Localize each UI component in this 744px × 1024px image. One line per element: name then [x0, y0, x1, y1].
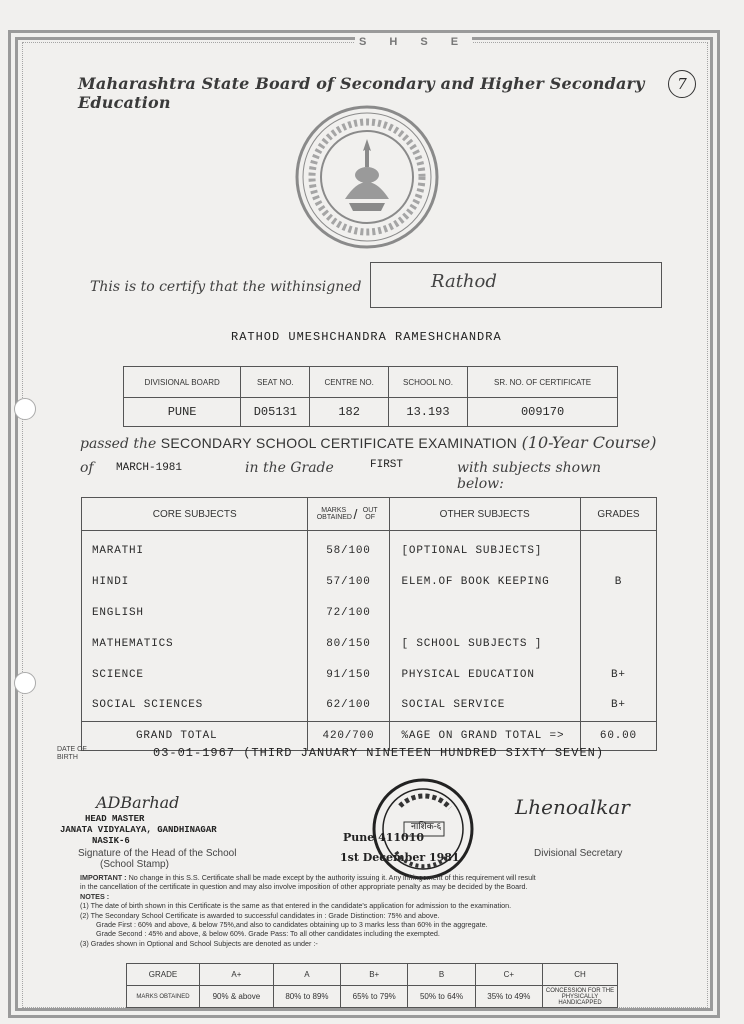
candidate-info-table [123, 366, 618, 427]
centre-no-value: 182 [310, 398, 388, 427]
info-header: CENTRE NO. [310, 367, 388, 398]
school-name: JANATA VIDYALAYA, GANDHINAGAR [60, 825, 217, 835]
table-row [82, 567, 657, 598]
headmaster-title: HEAD MASTER [85, 814, 145, 824]
note-3: (3) Grades shown in Optional and School Subjects are denoted as under :- [80, 938, 318, 948]
other-subject: ELEM.OF BOOK KEEPING [389, 567, 580, 598]
note-2-line-3: Grade Second : 45% and above, & below 60%. Grade Pass: To all other candidates including the exempted. [96, 929, 440, 939]
grades-header: GRADES [580, 498, 656, 531]
grand-total-marks: 420/700 [308, 721, 389, 750]
school-no-value: 13.193 [388, 398, 467, 427]
subject-grade [580, 598, 656, 629]
passed-line [80, 433, 657, 452]
important-text-2: in the cancellation of the certificate in question and may also involve imposition of other appropriate penalty as may be decided by the Board. [80, 882, 528, 892]
grade-range: 90% & above [200, 986, 274, 1008]
issue-date: 1st December 1981 [340, 851, 460, 864]
core-subject: SCIENCE [82, 659, 308, 690]
punch-hole-top [14, 398, 36, 420]
date-of-birth: 03-01-1967 (THIRD JANUARY NINETEEN HUNDRED SIXTY SEVEN) [153, 746, 605, 760]
headmaster-signature: ADBarhad [96, 793, 180, 812]
grade-range: 50% to 64% [408, 986, 475, 1008]
grade-range: 35% to 49% [475, 986, 542, 1008]
divisional-secretary-signature: Lhenoalkar [515, 795, 630, 819]
slash-divider: / [353, 506, 358, 522]
divisional-board-value: PUNE [124, 398, 241, 427]
school-stamp-caption: (School Stamp) [100, 859, 169, 870]
marks-header [308, 498, 389, 531]
exam-name: SECONDARY SCHOOL CERTIFICATE EXAMINATION [160, 435, 518, 451]
grade-cell: A+ [200, 964, 274, 986]
seat-no-value: D05131 [241, 398, 310, 427]
grade-cell: B [408, 964, 475, 986]
subject-marks: 72/100 [308, 598, 389, 629]
grade-cell: B+ [341, 964, 408, 986]
serial-no-value: 009170 [468, 398, 618, 427]
info-header: DIVISIONAL BOARD [124, 367, 241, 398]
exam-session: MARCH-1981 [116, 462, 183, 474]
candidate-name: RATHOD UMESHCHANDRA RAMESHCHANDRA [231, 330, 502, 344]
grade-range: 65% to 79% [341, 986, 408, 1008]
table-row [82, 690, 657, 721]
marks-table [81, 497, 657, 751]
grade-value: FIRST [370, 459, 404, 471]
course-duration: (10-Year Course) [521, 433, 657, 452]
percentage-label: %AGE ON GRAND TOTAL => [389, 721, 580, 750]
core-subject: HINDI [82, 567, 308, 598]
grade-cell: A [273, 964, 340, 986]
grade-range: CONCESSION FOR THE PHYSICALLY HANDICAPPED [543, 986, 618, 1008]
candidate-signature: Rathod [431, 271, 497, 292]
school-town: NASIK-6 [92, 836, 130, 846]
other-subject: [ SCHOOL SUBJECTS ] [389, 628, 580, 659]
board-abbrev: S H S E [355, 36, 472, 48]
table-row [82, 659, 657, 690]
important-label: IMPORTANT : [80, 873, 127, 882]
notes-section [80, 873, 680, 948]
marks-obtained-header: MARKS OBTAINED [316, 507, 352, 521]
subject-marks: 80/150 [308, 628, 389, 659]
certify-text: This is to certify that the withinsigned [90, 279, 362, 295]
grade-label: GRADE [127, 964, 200, 986]
important-text-1: No change in this S.S. Certificate shall be made except by the authority issuing it. Any infringement of this requirement will result [128, 873, 536, 882]
school-signature-label [78, 848, 236, 870]
subject-grade [580, 531, 656, 567]
core-subject: MATHEMATICS [82, 628, 308, 659]
school-stamp-text [60, 814, 217, 847]
note-1: (1) The date of birth shown in this Certificate is the same as that entered in the candidate's application for admission to the examination. [80, 901, 512, 911]
note-2-line-2: Grade First : 60% and above, & below 75%,and also to candidates obtaining up to 3 marks less than 60% in the aggregate. [96, 920, 488, 930]
grade-cell: C+ [475, 964, 542, 986]
dob-label-line1: DATE OF [57, 746, 87, 753]
info-header: SR. NO. OF CERTIFICATE [468, 367, 618, 398]
round-seal-text: नाशिक-६ [411, 821, 442, 831]
of-label: of [80, 460, 94, 476]
core-subject: ENGLISH [82, 598, 308, 629]
school-signature-caption: Signature of the Head of the School [78, 848, 237, 859]
candidate-signature-box [370, 262, 662, 308]
out-of-header: OUT OF [362, 507, 378, 521]
page-number-mark: 7 [668, 70, 696, 98]
board-title: Maharashtra State Board of Secondary and Higher Secondary Education [78, 74, 645, 112]
exam-session-line [80, 459, 640, 492]
passed-prefix: passed the [80, 436, 157, 452]
punch-hole-bottom [14, 672, 36, 694]
core-subject: MARATHI [82, 531, 308, 567]
other-subject: SOCIAL SERVICE [389, 690, 580, 721]
other-subject: PHYSICAL EDUCATION [389, 659, 580, 690]
other-subject: [OPTIONAL SUBJECTS] [389, 531, 580, 567]
table-row [82, 531, 657, 567]
core-subject: SOCIAL SCIENCES [82, 690, 308, 721]
grade-legend-table [126, 963, 618, 1008]
subject-marks: 57/100 [308, 567, 389, 598]
subject-grade [580, 628, 656, 659]
other-subject [389, 598, 580, 629]
board-seal-emblem [293, 103, 441, 251]
marks-obtained-label: MARKS OBTAINED [127, 986, 200, 1008]
subject-grade: B [580, 567, 656, 598]
table-row [82, 598, 657, 629]
grade-range: 80% to 89% [273, 986, 340, 1008]
note-2-line-1: (2) The Secondary School Certificate is awarded to successful candidates in : Grade Distinction: 75% and above. [80, 910, 440, 920]
subject-marks: 62/100 [308, 690, 389, 721]
core-subjects-header: CORE SUBJECTS [82, 498, 308, 531]
dob-label-line2: BIRTH [57, 754, 78, 761]
table-row [82, 628, 657, 659]
subject-marks: 91/150 [308, 659, 389, 690]
other-subjects-header: OTHER SUBJECTS [389, 498, 580, 531]
grade-cell: CH [543, 964, 618, 986]
issue-place: Pune 411010 [343, 831, 425, 844]
info-header: SCHOOL NO. [388, 367, 467, 398]
percentage-value: 60.00 [580, 721, 656, 750]
subject-marks: 58/100 [308, 531, 389, 567]
grade-label: in the Grade [245, 460, 334, 476]
divisional-secretary-label: Divisional Secretary [534, 848, 623, 859]
grand-total-label: GRAND TOTAL [82, 721, 308, 750]
subject-grade: B+ [580, 659, 656, 690]
info-header: SEAT NO. [241, 367, 310, 398]
subjects-label: with subjects shown below: [457, 460, 602, 492]
notes-label: NOTES : [80, 891, 110, 901]
subject-grade: B+ [580, 690, 656, 721]
dob-label [57, 746, 87, 762]
